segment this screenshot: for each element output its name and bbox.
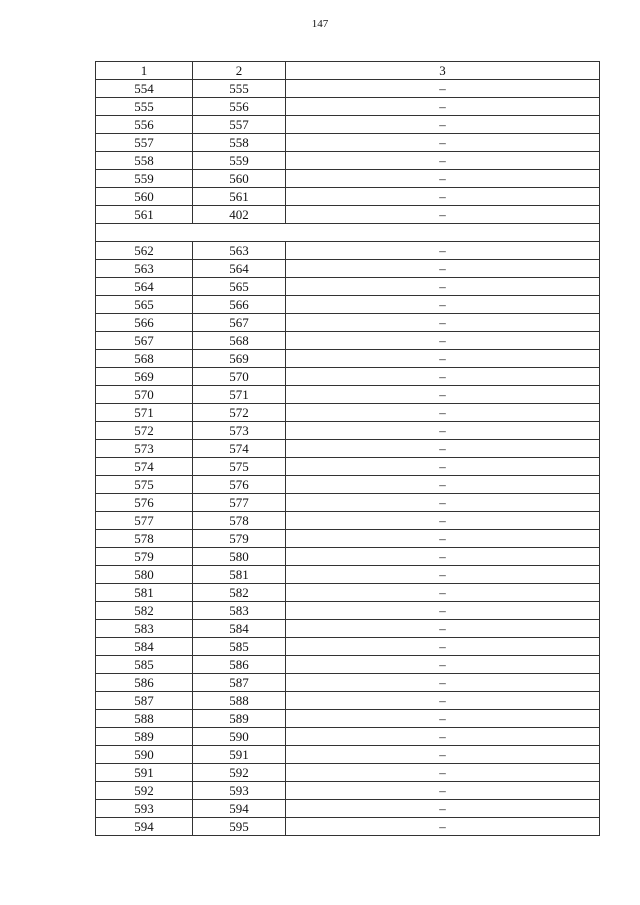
table-cell-col-3: –	[286, 602, 600, 620]
table-cell-col-2: 556	[193, 98, 286, 116]
table-cell-col-2: 595	[193, 818, 286, 836]
table-row	[96, 602, 600, 620]
table-cell-col-2: 584	[193, 620, 286, 638]
table-row	[96, 98, 600, 116]
table-cell-col-3: –	[286, 260, 600, 278]
table-row	[96, 152, 600, 170]
header-row	[96, 62, 600, 80]
table-cell-col-2: 568	[193, 332, 286, 350]
table-row	[96, 188, 600, 206]
table-cell-col-2: 593	[193, 782, 286, 800]
table-row	[96, 260, 600, 278]
table-row	[96, 674, 600, 692]
table-cell-col-1: 573	[96, 440, 193, 458]
table-cell-col-1: 563	[96, 260, 193, 278]
table-cell-col-1: 561	[96, 206, 193, 224]
table-cell-col-1: 593	[96, 800, 193, 818]
table-cell-col-1: 578	[96, 530, 193, 548]
table-cell-col-3: –	[286, 566, 600, 584]
table-cell-col-1: 583	[96, 620, 193, 638]
table-cell-col-2: 560	[193, 170, 286, 188]
table-cell-col-1: 560	[96, 188, 193, 206]
table-cell-col-2: 565	[193, 278, 286, 296]
table-cell-col-1: 575	[96, 476, 193, 494]
table-cell-col-2: 592	[193, 764, 286, 782]
table-cell-col-1: 585	[96, 656, 193, 674]
table-cell-col-3: –	[286, 620, 600, 638]
table-cell-col-3: –	[286, 422, 600, 440]
table-row	[96, 368, 600, 386]
table-row	[96, 746, 600, 764]
table-cell-col-1: 569	[96, 368, 193, 386]
table-cell-col-3: –	[286, 656, 600, 674]
table-cell-col-3: –	[286, 170, 600, 188]
table-cell-col-2: 573	[193, 422, 286, 440]
table-cell-col-1: 588	[96, 710, 193, 728]
table-cell-col-3: –	[286, 818, 600, 836]
table-cell-col-3: –	[286, 296, 600, 314]
table-cell-col-1: 577	[96, 512, 193, 530]
table-cell-col-2: 572	[193, 404, 286, 422]
table-row	[96, 692, 600, 710]
table-row	[96, 314, 600, 332]
table-cell-col-3: –	[286, 386, 600, 404]
column-header-1: 1	[96, 62, 193, 80]
table-cell-col-1: 567	[96, 332, 193, 350]
table-cell-col-3: –	[286, 638, 600, 656]
table-row	[96, 278, 600, 296]
table-cell-col-2: 566	[193, 296, 286, 314]
table-cell-col-1: 579	[96, 548, 193, 566]
table-row	[96, 134, 600, 152]
table-row	[96, 116, 600, 134]
table-row	[96, 80, 600, 98]
table-row	[96, 782, 600, 800]
table-cell-col-2: 581	[193, 566, 286, 584]
data-table	[95, 61, 600, 836]
table-cell-col-2: 563	[193, 242, 286, 260]
table-cell-col-2: 564	[193, 260, 286, 278]
table-row	[96, 548, 600, 566]
table-cell-col-2: 585	[193, 638, 286, 656]
table-row	[96, 764, 600, 782]
table-cell-col-2: 555	[193, 80, 286, 98]
table-cell-col-1: 568	[96, 350, 193, 368]
table-cell-col-2: 587	[193, 674, 286, 692]
table-row	[96, 530, 600, 548]
table-row	[96, 818, 600, 836]
table-cell-col-3: –	[286, 206, 600, 224]
page-number: 147	[311, 18, 329, 30]
table-cell-col-2: 569	[193, 350, 286, 368]
table-cell-col-2: 586	[193, 656, 286, 674]
table-cell-col-2: 588	[193, 692, 286, 710]
table-cell-col-3: –	[286, 728, 600, 746]
table-cell-col-3: –	[286, 710, 600, 728]
table-cell-col-3: –	[286, 404, 600, 422]
table-cell-col-3: –	[286, 80, 600, 98]
table-row	[96, 584, 600, 602]
table-cell-col-2: 589	[193, 710, 286, 728]
table-cell-col-2: 577	[193, 494, 286, 512]
table-cell-col-1: 562	[96, 242, 193, 260]
table-cell-col-3: –	[286, 692, 600, 710]
table-cell-col-3: –	[286, 782, 600, 800]
table-header	[96, 62, 600, 80]
table-row	[96, 710, 600, 728]
table-row	[96, 656, 600, 674]
table-cell-col-3: –	[286, 746, 600, 764]
table-cell-col-2: 590	[193, 728, 286, 746]
table-cell-col-1: 587	[96, 692, 193, 710]
table-cell-col-2: 576	[193, 476, 286, 494]
table-cell-col-3: –	[286, 134, 600, 152]
table-cell-col-2: 557	[193, 116, 286, 134]
section-divider-row	[96, 224, 600, 242]
table-cell-col-1: 582	[96, 602, 193, 620]
table-cell-col-3: –	[286, 530, 600, 548]
table-cell-col-2: 402	[193, 206, 286, 224]
table-cell-col-2: 570	[193, 368, 286, 386]
table-row	[96, 404, 600, 422]
table-row	[96, 440, 600, 458]
table-cell-col-1: 566	[96, 314, 193, 332]
table-cell-col-1: 559	[96, 170, 193, 188]
table-row	[96, 566, 600, 584]
table-cell-col-2: 578	[193, 512, 286, 530]
table-row	[96, 620, 600, 638]
table-cell-col-1: 574	[96, 458, 193, 476]
table-row	[96, 476, 600, 494]
table-cell-col-3: –	[286, 116, 600, 134]
table-row	[96, 332, 600, 350]
table-row	[96, 350, 600, 368]
table-cell-col-1: 572	[96, 422, 193, 440]
table-row	[96, 638, 600, 656]
table-cell-col-2: 575	[193, 458, 286, 476]
table-cell-col-1: 581	[96, 584, 193, 602]
table-cell-col-1: 555	[96, 98, 193, 116]
column-header-2: 2	[193, 62, 286, 80]
table-cell-col-3: –	[286, 494, 600, 512]
table-cell-col-3: –	[286, 368, 600, 386]
table-row	[96, 422, 600, 440]
table-cell-col-3: –	[286, 98, 600, 116]
table-cell-col-3: –	[286, 350, 600, 368]
table-row	[96, 386, 600, 404]
table-cell-col-2: 582	[193, 584, 286, 602]
table-cell-col-1: 586	[96, 674, 193, 692]
table-cell-col-3: –	[286, 764, 600, 782]
table-cell-col-1: 590	[96, 746, 193, 764]
table-cell-col-3: –	[286, 440, 600, 458]
table-cell-col-3: –	[286, 278, 600, 296]
table-cell-col-1: 594	[96, 818, 193, 836]
table-cell-col-1: 565	[96, 296, 193, 314]
table-cell-col-3: –	[286, 800, 600, 818]
table-cell-col-2: 591	[193, 746, 286, 764]
table-cell-col-2: 559	[193, 152, 286, 170]
table-row	[96, 458, 600, 476]
table-cell-col-1: 584	[96, 638, 193, 656]
table-row	[96, 494, 600, 512]
table-cell-col-1: 570	[96, 386, 193, 404]
table-cell-col-1: 576	[96, 494, 193, 512]
table-cell-col-1: 592	[96, 782, 193, 800]
table-cell-col-1: 558	[96, 152, 193, 170]
table-row	[96, 206, 600, 224]
table-cell-col-2: 561	[193, 188, 286, 206]
table-cell-col-2: 567	[193, 314, 286, 332]
table-cell-col-2: 558	[193, 134, 286, 152]
table-cell-col-1: 571	[96, 404, 193, 422]
table-row	[96, 800, 600, 818]
table-row	[96, 242, 600, 260]
table-cell-col-2: 580	[193, 548, 286, 566]
table-cell-col-2: 583	[193, 602, 286, 620]
table-cell-col-1: 580	[96, 566, 193, 584]
table-body	[96, 80, 600, 836]
table-cell-col-2: 571	[193, 386, 286, 404]
table-cell-col-1: 557	[96, 134, 193, 152]
section-divider-cell	[96, 224, 600, 242]
table-cell-col-3: –	[286, 152, 600, 170]
table-row	[96, 170, 600, 188]
table-cell-col-3: –	[286, 512, 600, 530]
table-cell-col-3: –	[286, 314, 600, 332]
table-row	[96, 728, 600, 746]
table-cell-col-2: 594	[193, 800, 286, 818]
table-cell-col-3: –	[286, 476, 600, 494]
table-row	[96, 512, 600, 530]
table-cell-col-3: –	[286, 242, 600, 260]
column-header-3: 3	[286, 62, 600, 80]
table-cell-col-1: 564	[96, 278, 193, 296]
table-cell-col-2: 574	[193, 440, 286, 458]
table-cell-col-2: 579	[193, 530, 286, 548]
table-cell-col-3: –	[286, 548, 600, 566]
table-row	[96, 296, 600, 314]
table-cell-col-1: 591	[96, 764, 193, 782]
table-cell-col-3: –	[286, 674, 600, 692]
table-cell-col-3: –	[286, 458, 600, 476]
table-cell-col-1: 589	[96, 728, 193, 746]
table-cell-col-3: –	[286, 332, 600, 350]
table-cell-col-3: –	[286, 584, 600, 602]
table-cell-col-1: 554	[96, 80, 193, 98]
table-cell-col-3: –	[286, 188, 600, 206]
table-cell-col-1: 556	[96, 116, 193, 134]
